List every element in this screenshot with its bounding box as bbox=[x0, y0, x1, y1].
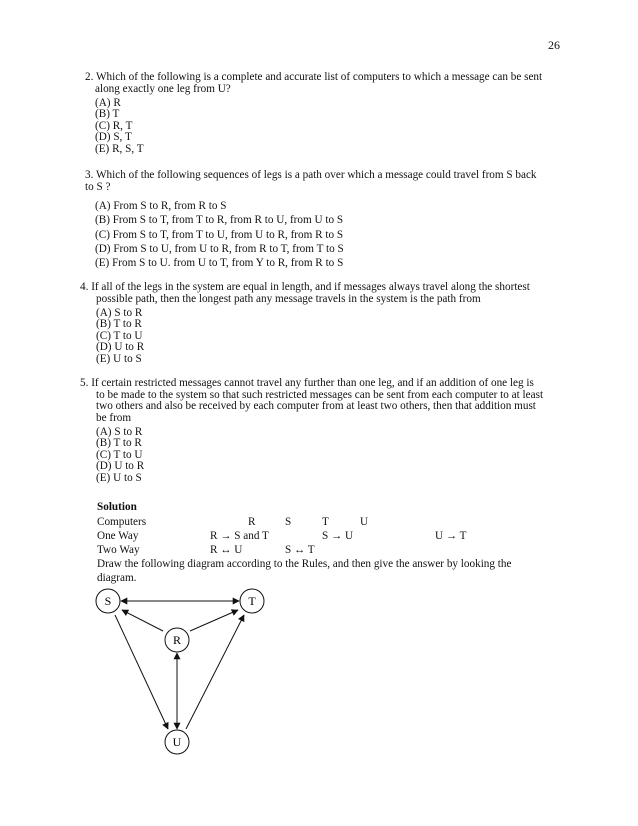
node-r-label: R bbox=[172, 633, 182, 647]
question-5 bbox=[80, 378, 605, 484]
q4-number: 4. bbox=[80, 281, 89, 293]
question-2 bbox=[85, 72, 605, 155]
q5-option-c: (C) T to U bbox=[96, 448, 143, 461]
computer-s: S bbox=[285, 515, 292, 528]
two-way-row bbox=[97, 543, 597, 557]
q2-stem-line1: Which of the following is a complete and accurate list of computers to which a message can be sent bbox=[96, 71, 543, 83]
q4-options bbox=[80, 308, 605, 365]
q3-option-b: (B) From S to T, from T to R, from R to U, from U to S bbox=[95, 214, 344, 227]
node-t bbox=[240, 589, 264, 613]
instruction-line2: diagram. bbox=[97, 572, 137, 584]
q4-option-c: (C) T to U bbox=[96, 329, 143, 342]
q4-option-d: (D) U to R bbox=[96, 341, 145, 354]
node-t-label: T bbox=[248, 594, 256, 608]
q2-option-b: (B) T bbox=[95, 108, 120, 121]
edge-r-s bbox=[122, 610, 163, 631]
q3-stem-line1: Which of the following sequences of legs is a path over which a message could travel from S back bbox=[96, 169, 537, 181]
q4-option-e: (E) U to S bbox=[96, 352, 142, 365]
computers-row bbox=[97, 515, 597, 529]
q5-stem-line1: If certain restricted messages cannot travel any further than one leg, and if an addition of one leg is bbox=[91, 377, 534, 389]
q4-stem-line2: possible path, then the longest path any message travels in the system is the path from bbox=[96, 292, 481, 305]
q5-option-a: (A) S to R bbox=[96, 426, 143, 438]
q3-options bbox=[85, 199, 605, 270]
page-number: 26 bbox=[548, 38, 560, 52]
q2-option-c: (C) R, T bbox=[95, 119, 133, 132]
q2-stem-line2: along exactly one leg from U? bbox=[95, 82, 231, 95]
q5-option-e: (E) U to S bbox=[96, 471, 142, 484]
node-r bbox=[165, 628, 189, 652]
q5-options bbox=[80, 427, 605, 484]
q5-stem-line3: two others and also be received by each computer from at least two others, then that addition must bbox=[96, 400, 536, 412]
q5-stem-line4: be from bbox=[96, 411, 132, 424]
q2-option-d: (D) S, T bbox=[95, 131, 132, 144]
node-s-label: S bbox=[104, 594, 112, 608]
one-way-r: R → S and T bbox=[210, 529, 269, 542]
computer-r: R bbox=[248, 515, 256, 528]
edge-u-t bbox=[186, 615, 244, 729]
q2-number: 2. bbox=[85, 71, 94, 83]
question-3 bbox=[85, 170, 605, 270]
q3-option-a: (A) From S to R, from R to S bbox=[95, 200, 227, 212]
edge-s-u bbox=[115, 615, 168, 729]
solution-title: Solution bbox=[97, 501, 137, 513]
q5-number: 5. bbox=[80, 377, 89, 389]
q5-option-b: (B) T to R bbox=[96, 437, 142, 450]
two-way-ru: R ↔ U bbox=[210, 543, 243, 556]
node-s bbox=[96, 589, 120, 613]
node-u-label: U bbox=[172, 735, 182, 749]
q2-option-a: (A) R bbox=[95, 97, 121, 109]
q4-option-a: (A) S to R bbox=[96, 307, 143, 319]
q3-option-c: (C) From S to T, from T to U, from U to R, from R to S bbox=[95, 228, 344, 241]
q5-option-d: (D) U to R bbox=[96, 460, 145, 473]
q2-options bbox=[85, 98, 605, 155]
node-u bbox=[165, 730, 189, 754]
q4-stem-line1: If all of the legs in the system are equal in length, and if messages always travel along the shortest bbox=[91, 281, 530, 293]
q4-option-b: (B) T to R bbox=[96, 318, 142, 331]
two-way-label: Two Way bbox=[97, 543, 140, 556]
q5-stem-line2: to be made to the system so that such restricted messages can be sent from each computer to at least bbox=[96, 388, 544, 401]
computers-label: Computers bbox=[97, 515, 147, 528]
one-way-label: One Way bbox=[97, 529, 139, 542]
one-way-row bbox=[97, 529, 597, 543]
one-way-u: U → T bbox=[435, 529, 467, 542]
q3-number: 3. bbox=[85, 169, 94, 181]
q3-option-d: (D) From S to U, from U to R, from R to T, from T to S bbox=[95, 242, 344, 255]
question-4 bbox=[80, 282, 605, 365]
one-way-s: S → U bbox=[322, 529, 354, 542]
computer-t: T bbox=[322, 515, 329, 528]
instruction-line1: Draw the following diagram according to the Rules, and then give the answer by looking the bbox=[97, 557, 512, 570]
computer-u: U bbox=[360, 515, 369, 528]
two-way-st: S ↔ T bbox=[285, 543, 315, 556]
q3-option-e: (E) From S to U. from U to T, from Y to R, from R to S bbox=[95, 257, 344, 270]
q2-option-e: (E) R, S, T bbox=[95, 142, 144, 155]
q3-stem-line2: to S ? bbox=[85, 180, 111, 193]
edge-r-t bbox=[190, 610, 238, 631]
network-diagram bbox=[90, 585, 280, 765]
solution-section bbox=[97, 500, 597, 586]
